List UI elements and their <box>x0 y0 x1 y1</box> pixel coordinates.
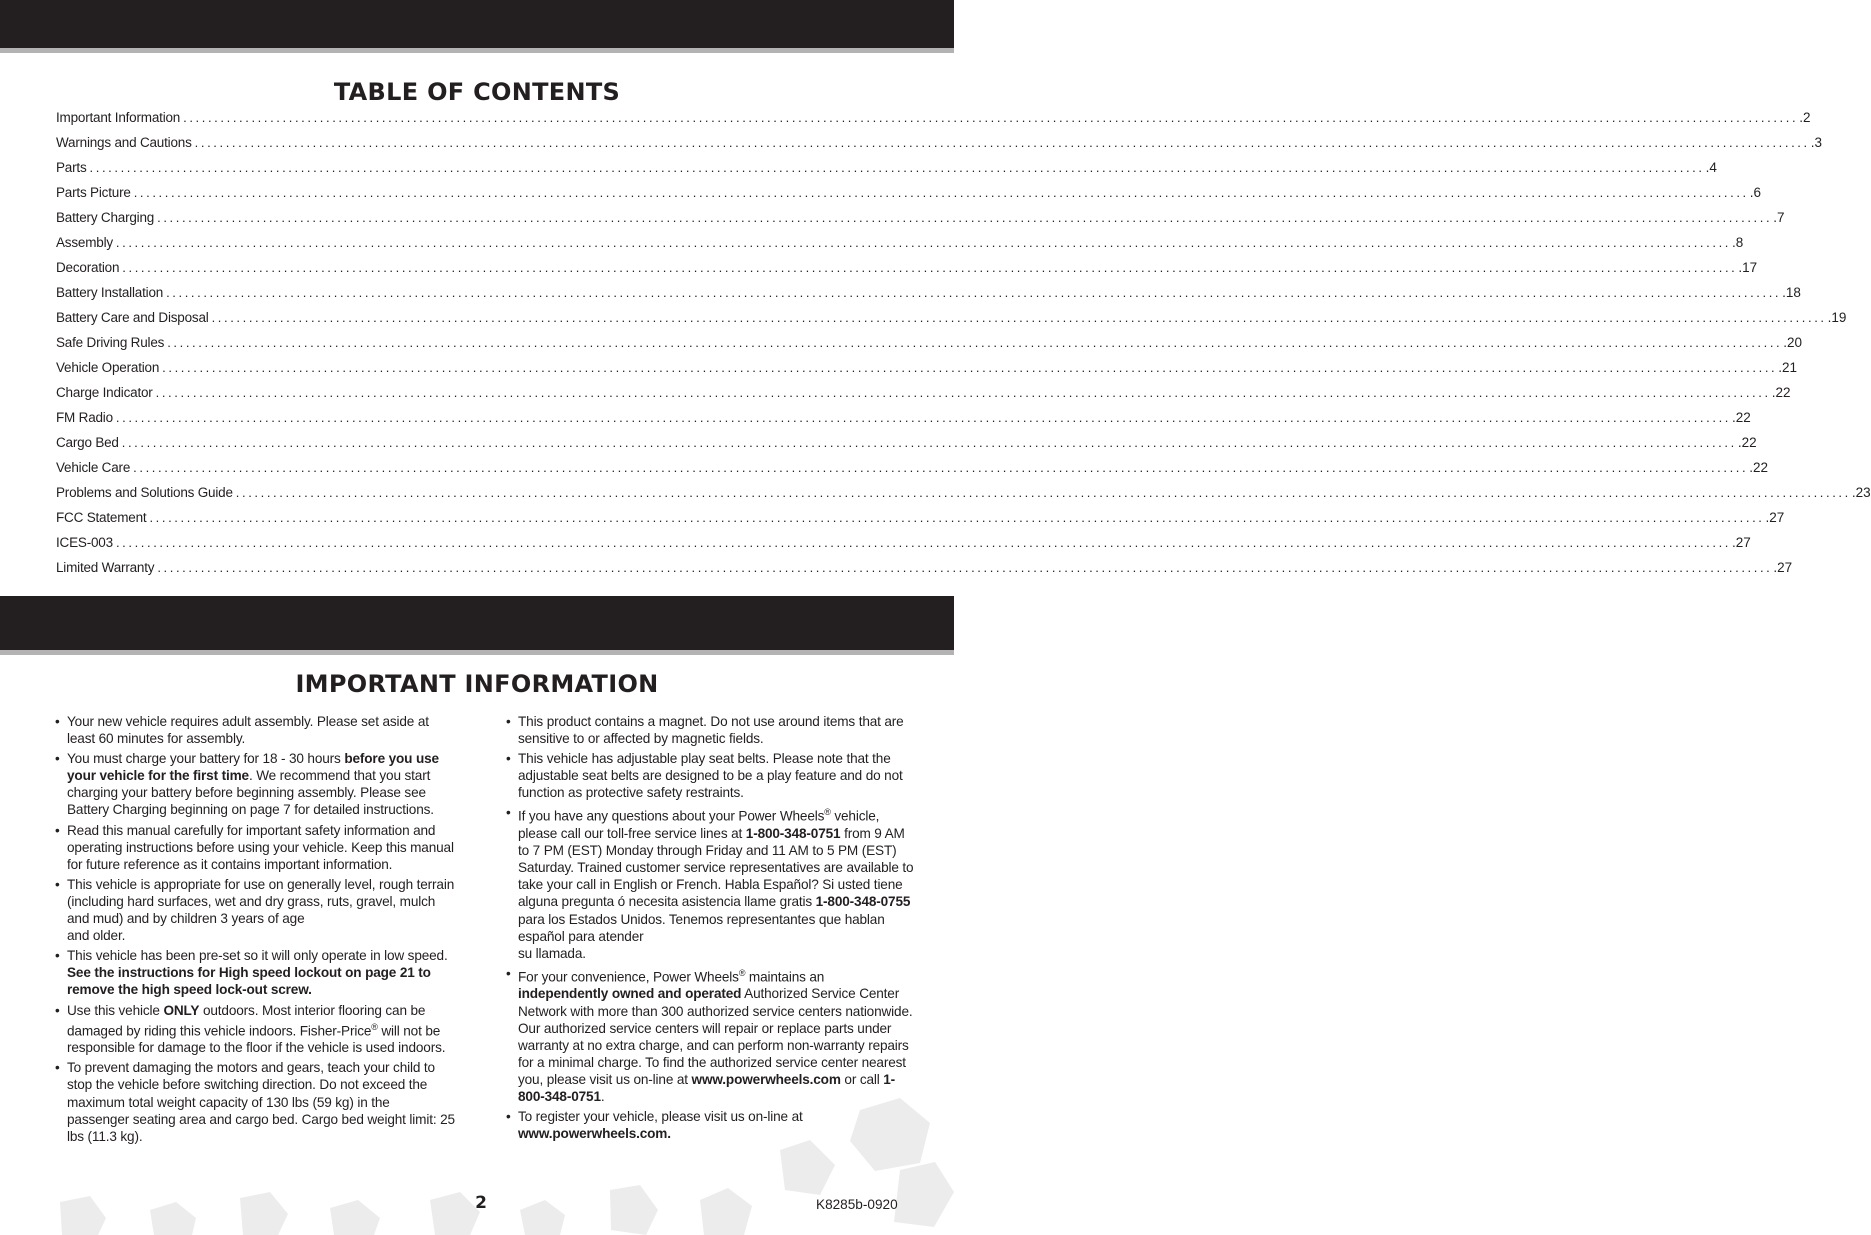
toc-entry <box>56 110 1811 135</box>
info-text: ® <box>371 1021 378 1032</box>
info-bold-text: 1-800-348-0751 <box>518 1071 896 1105</box>
toc-heading: TABLE OF CONTENTS <box>333 78 621 106</box>
bullet-icon: • <box>55 751 60 767</box>
info-bold-text: www.powerwheels.com <box>691 1071 841 1087</box>
toc-entry-page: .21 <box>1778 360 1798 375</box>
toc-entry-title: Assembly <box>56 235 113 250</box>
info-text: This vehicle has adjustable play seat belts. Please note that the adjustable seat belts are designed to be a play feature and do not function as protective safety restraints. <box>518 751 903 801</box>
toc-entry <box>56 160 1717 185</box>
toc-entry-title: Cargo Bed <box>56 435 119 450</box>
info-text: vehicle, please call our toll-free service lines at <box>518 809 880 842</box>
toc-entry-page: .4 <box>1705 160 1717 175</box>
info-text: If you have any questions about your Power Wheels <box>518 809 825 824</box>
toc-leader-dots: .................................................................................................................................................................................................................................................................... <box>166 285 1782 300</box>
toc-leader-dots: .................................................................................................................................................................................................................................................................... <box>235 485 1851 500</box>
toc-entry-title: Limited Warranty <box>56 560 155 575</box>
toc-entry-title: ICES-003 <box>56 535 113 550</box>
toc-entry-page: .22 <box>1749 460 1769 475</box>
toc-leader-dots: .................................................................................................................................................................................................................................................................... <box>115 410 1731 425</box>
toc-entry <box>56 560 1793 585</box>
toc-entry-page: .27 <box>1732 535 1751 550</box>
toc-entry-title: Battery Installation <box>56 285 164 300</box>
info-bullet-item <box>55 1002 455 1057</box>
toc-leader-dots: .................................................................................................................................................................................................................................................................... <box>115 235 1731 250</box>
info-text: This vehicle has been pre-set so it will only operate in low speed. <box>67 948 448 964</box>
bullet-icon: • <box>55 1060 60 1076</box>
toc-entry-page: .19 <box>1827 310 1847 325</box>
info-bullet-item <box>55 750 455 818</box>
toc-entry-page: .7 <box>1773 210 1785 225</box>
bullet-icon: • <box>55 822 60 838</box>
toc-entry <box>56 485 1871 510</box>
info-text: Your new vehicle requires adult assembly. Please set aside at least 60 minutes for assembly. <box>67 714 429 747</box>
toc-leader-dots: .................................................................................................................................................................................................................................................................... <box>157 210 1773 225</box>
toc-leader-dots: .................................................................................................................................................................................................................................................................... <box>133 185 1749 200</box>
toc-leader-dots: .................................................................................................................................................................................................................................................................... <box>115 535 1732 550</box>
important-info-right-column <box>506 713 914 1145</box>
toc-entry-title: Important Information <box>56 110 181 125</box>
info-text: maintains an <box>745 969 825 985</box>
toc-entry-page: .22 <box>1771 385 1791 400</box>
table-of-contents <box>56 110 1871 585</box>
info-text: outdoors. Most interior flooring can be damaged by riding this vehicle indoors. Fisher-Price <box>67 1002 426 1039</box>
toc-leader-dots: .................................................................................................................................................................................................................................................................... <box>149 510 1765 525</box>
toc-entry-title: Decoration <box>56 260 120 275</box>
toc-entry-page: .22 <box>1732 410 1751 425</box>
info-bullet-item <box>55 947 455 998</box>
toc-entry-page: .8 <box>1732 235 1744 250</box>
toc-entry <box>56 360 1798 385</box>
toc-entry <box>56 410 1751 435</box>
bullet-icon: • <box>506 1109 511 1125</box>
toc-leader-dots: .................................................................................................................................................................................................................................................................... <box>155 385 1771 400</box>
info-text: will not be responsible for damage to the floor if the vehicle is used indoors. <box>67 1023 446 1056</box>
info-bold-text: 1-800-348-0755 <box>815 894 911 910</box>
info-text: and older. <box>67 928 126 944</box>
info-text: . <box>600 1089 605 1105</box>
toc-entry-page: .2 <box>1799 110 1811 125</box>
info-text: This vehicle is appropriate for use on generally level, rough terrain (including hard surfaces, wet and dry grass, ruts, gravel, mulch and mud) and by children 3 years of age <box>67 876 455 927</box>
info-text: for future reference as it contains important information. <box>67 856 393 872</box>
toc-entry-page: .27 <box>1765 510 1785 525</box>
toc-leader-dots: .................................................................................................................................................................................................................................................................... <box>167 335 1783 350</box>
toc-entry <box>56 435 1757 460</box>
toc-leader-dots: .................................................................................................................................................................................................................................................................... <box>157 560 1773 575</box>
toc-entry-page: .20 <box>1783 335 1803 350</box>
toc-leader-dots: .................................................................................................................................................................................................................................................................... <box>183 110 1799 125</box>
toc-entry <box>56 385 1791 410</box>
toc-entry <box>56 335 1803 360</box>
top-header-band <box>0 0 954 48</box>
toc-entry-title: FM Radio <box>56 410 113 425</box>
toc-entry-title: Parts Picture <box>56 185 131 200</box>
info-bullet-item <box>506 804 914 961</box>
bullet-icon: • <box>506 805 511 821</box>
document-code: K8285b-0920 <box>816 1197 898 1212</box>
page-number: 2 <box>475 1193 487 1213</box>
toc-entry <box>56 310 1847 335</box>
info-bold-text: before you use your vehicle for the first time <box>67 751 439 784</box>
toc-leader-dots: .................................................................................................................................................................................................................................................................... <box>211 310 1827 325</box>
info-text: su llamada. <box>518 945 586 961</box>
toc-entry <box>56 185 1762 210</box>
toc-entry-title: Charge Indicator <box>56 385 153 400</box>
info-text: To register your vehicle, please visit us on-line at <box>518 1109 803 1125</box>
info-bullet-item <box>55 822 455 873</box>
bullet-icon: • <box>506 965 511 981</box>
toc-entry-page: .22 <box>1737 435 1757 450</box>
info-text: Read this manual carefully for important safety information and operating instructions before using your vehicle. Keep this manual <box>67 822 454 855</box>
info-bold-text: www.powerwheels.com. <box>518 1126 671 1142</box>
info-bullet-item <box>55 713 455 747</box>
bullet-icon: • <box>55 1002 60 1018</box>
info-bullet-item <box>55 1059 455 1144</box>
info-text: ® <box>738 967 746 978</box>
info-bold-text: independently owned and operated <box>518 986 742 1002</box>
toc-leader-dots: .................................................................................................................................................................................................................................................................... <box>89 160 1705 175</box>
info-bullet-item <box>506 750 914 801</box>
toc-entry-page: .3 <box>1810 135 1822 150</box>
toc-entry-page: .27 <box>1773 560 1793 575</box>
info-bullet-item <box>506 965 914 1105</box>
section-divider-band <box>0 596 954 650</box>
toc-entry-title: FCC Statement <box>56 510 147 525</box>
info-bullet-item <box>506 1108 914 1142</box>
info-text: This product contains a magnet. Do not use around items that are sensitive to or affected by magnetic fields. <box>518 714 904 747</box>
info-text: ® <box>824 807 831 818</box>
toc-entry <box>56 535 1751 560</box>
toc-entry-page: .6 <box>1749 185 1762 200</box>
info-text: . We recommend that you start charging your battery before beginning assembly. Please see Battery Charging beginning on page 7 for detailed instructions. <box>67 768 434 818</box>
toc-entry <box>56 510 1785 535</box>
info-text: For your convenience, Power Wheels <box>518 969 739 985</box>
toc-entry <box>56 235 1744 260</box>
info-text: Use this vehicle <box>67 1002 164 1018</box>
toc-entry-title: Warnings and Cautions <box>56 135 192 150</box>
toc-entry-title: Vehicle Operation <box>56 360 160 375</box>
toc-entry-page: .17 <box>1738 260 1758 275</box>
bullet-icon: • <box>506 714 511 729</box>
toc-entry-title: Safe Driving Rules <box>56 335 165 350</box>
toc-entry-title: Problems and Solutions Guide <box>56 485 233 500</box>
important-info-left-column <box>55 713 455 1148</box>
toc-entry <box>56 460 1769 485</box>
toc-entry-page: .18 <box>1782 285 1801 300</box>
toc-leader-dots: .................................................................................................................................................................................................................................................................... <box>122 260 1738 275</box>
bullet-icon: • <box>55 714 60 729</box>
info-text: or call <box>840 1071 884 1087</box>
info-bullet-item <box>55 876 455 944</box>
info-text: You must charge your battery for 18 - 30 hours <box>67 751 345 767</box>
toc-entry <box>56 210 1785 235</box>
info-bold-text: See the instructions for High speed lockout on page 21 to remove the high speed lock-out screw. <box>67 965 431 998</box>
toc-entry-title: Battery Care and Disposal <box>56 310 209 325</box>
toc-entry-title: Vehicle Care <box>56 460 131 475</box>
toc-entry <box>56 285 1801 310</box>
toc-leader-dots: .................................................................................................................................................................................................................................................................... <box>194 135 1810 150</box>
info-text: from 9 AM to 7 PM (EST) Monday through Friday and 11 AM to 5 PM (EST) Saturday. Trained customer service representatives are available to take your call in English or French. Habla Español? Si usted tiene alguna pregunta ó necesita asistencia llame gratis <box>518 826 914 910</box>
info-bold-text: 1-800-348-0751 <box>745 826 841 842</box>
toc-entry-title: Battery Charging <box>56 210 155 225</box>
toc-entry <box>56 135 1822 160</box>
toc-entry-title: Parts <box>56 160 87 175</box>
info-text: para los Estados Unidos. Tenemos representantes que hablan español para atender <box>518 911 885 944</box>
info-bullet-item <box>506 713 914 747</box>
bullet-icon: • <box>55 876 60 892</box>
toc-leader-dots: .................................................................................................................................................................................................................................................................... <box>133 460 1749 475</box>
info-text: Authorized Service Center Network with more than 300 authorized service centers nationwide. Our authorized service centers will repair or replace parts under warranty at no extra charge, and can perform non-warranty repairs for a minimal charge. To find the authorized service center nearest you, please visit us on-line at <box>518 986 913 1087</box>
bullet-icon: • <box>506 751 511 767</box>
toc-leader-dots: .................................................................................................................................................................................................................................................................... <box>162 360 1778 375</box>
top-header-stripe <box>0 48 954 53</box>
info-text: To prevent damaging the motors and gears, teach your child to stop the vehicle before switching direction. Do not exceed the maximum total weight capacity of 130 lbs (59 kg) in the passenger seating area and cargo bed. Cargo bed weight limit: 25 lbs (11.3 kg). <box>67 1060 455 1144</box>
bullet-icon: • <box>55 948 60 964</box>
toc-entry-page: .23 <box>1851 485 1871 500</box>
toc-entry <box>56 260 1758 285</box>
important-info-heading: IMPORTANT INFORMATION <box>295 670 659 698</box>
toc-leader-dots: .................................................................................................................................................................................................................................................................... <box>121 435 1737 450</box>
info-bold-text: ONLY <box>163 1002 200 1018</box>
section-divider-stripe <box>0 650 954 655</box>
